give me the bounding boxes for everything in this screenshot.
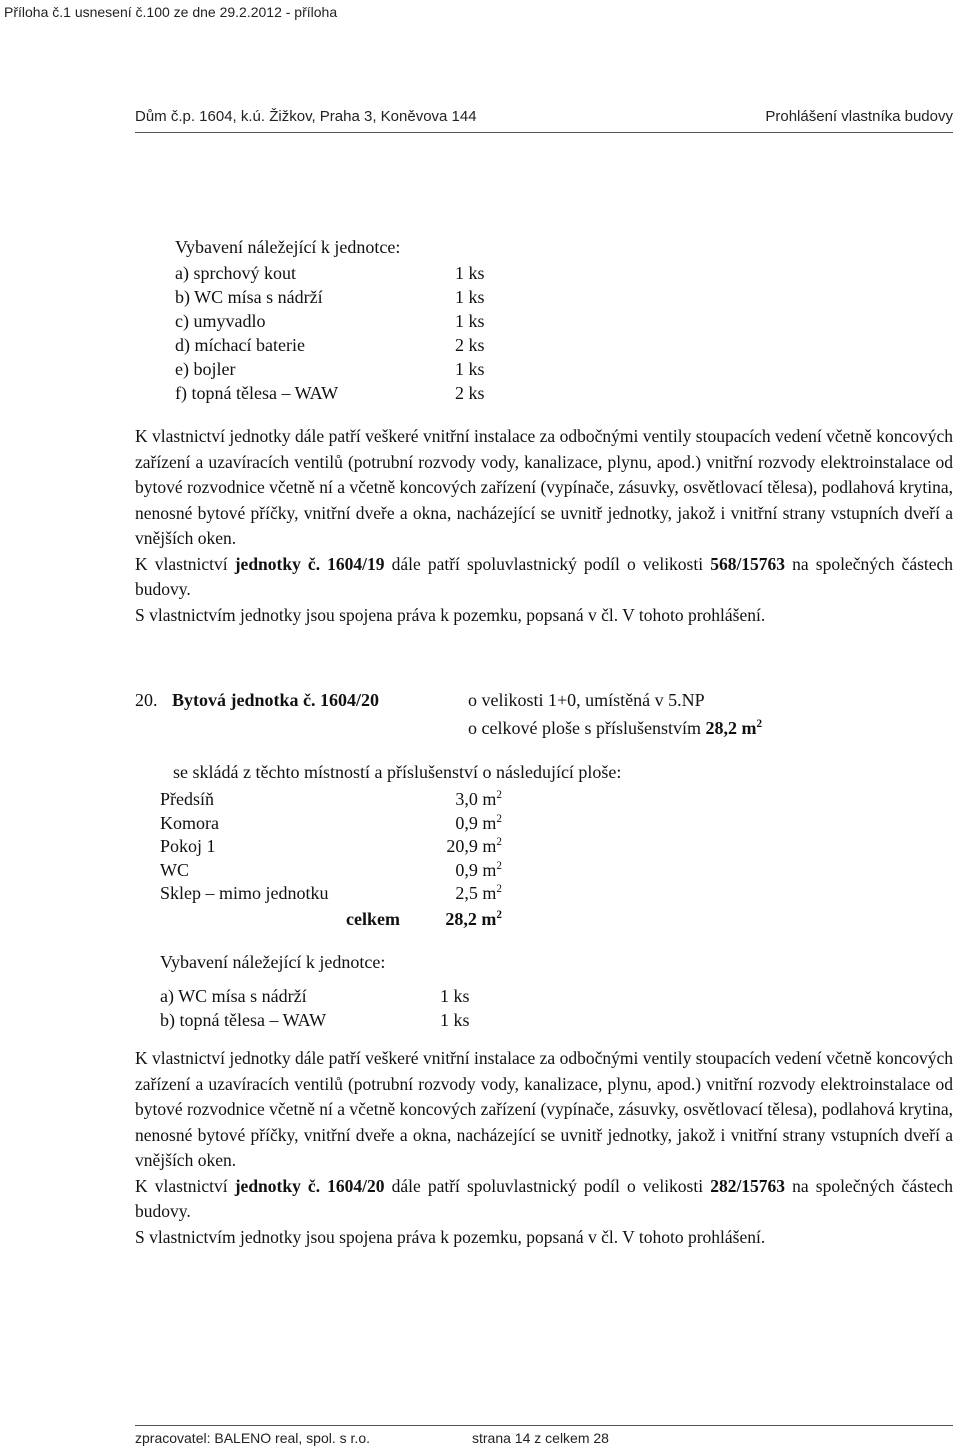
unit19-equipment (175, 235, 515, 405)
share-paragraph: K vlastnictví jednotky č. 1604/20 dále patří spoluvlastnický podíl o velikosti 282/15763 na společných částech budovy. (135, 1175, 954, 1221)
equipment-row: f) topná tělesa – WAW 2 ks (175, 383, 485, 403)
room-row: WC 0,9 $m^2$ (160, 859, 502, 880)
header-address: Dům č.p. 1604, k.ú. Žižkov, Praha 3, Koněvova 144 (135, 108, 477, 125)
header-doc-title: Prohlášení vlastníka budovy (765, 108, 953, 125)
unit20-title: Bytová jednotka č. 1604/20 (172, 690, 379, 710)
unit20-size: o velikosti 1+0, umístěná v 5.NP (468, 690, 705, 710)
rooms-total-row: celkem 28,2 $m^2$ (346, 908, 502, 929)
header-rule (135, 132, 953, 133)
footer-page-number: strana 14 z celkem 28 (472, 1430, 609, 1446)
attachment-note: Příloha č.1 usnesení č.100 ze dne 29.2.2012 - příloha (4, 4, 338, 20)
room-row: Komora 0,9 $m^2$ (160, 812, 502, 833)
equipment-row: d) míchací baterie 2 ks (175, 335, 485, 355)
unit19-ownership (135, 424, 953, 628)
equipment-row: e) bojler 1 ks (175, 359, 485, 379)
equipment-row: c) umyvadlo 1 ks (175, 311, 485, 331)
ownership-paragraph: K vlastnictví jednotky dále patří veškeré vnitřní instalace za odbočnými ventily stoupacích vedení včetně koncových zařízení a uzavíracích ventilů (potrubní rozvody vody, kanalizace, plynu, apod.) vnitřní rozvody elektroinstalace od bytové rozvodnice včetně ní a včetně koncových zařízení (vypínače, zásuvky, osvětlovací tělesa), podlahová krytina, nenosné bytové příčky, vnitřní dveře a okna, nacházející se uvnitř jednotky, jakož i vnitřní strany vstupních dveří a vnějších oken. (135, 426, 953, 548)
share-paragraph: K vlastnictví jednotky č. 1604/19 dále patří spoluvlastnický podíl o velikosti 568/15763 na společných částech budovy. (135, 553, 954, 599)
room-row: Pokoj 1 20,9 $m^2$ (160, 836, 502, 856)
footer-rule (135, 1425, 953, 1426)
equipment-row: a) sprchový kout 1 ks (175, 263, 485, 283)
unit20-number: 20. (135, 690, 158, 710)
unit20-ownership (135, 1046, 953, 1250)
unit20-equipment (160, 950, 500, 1032)
equipment-heading: Vybavení náležející k jednotce: (160, 952, 386, 972)
equipment-row: b) topná tělesa – WAW 1 ks (160, 1010, 470, 1030)
unit20-area: o celkové ploše s příslušenstvím 28,2 $m^2$ (468, 718, 763, 738)
equipment-row: a) WC mísa s nádrží 1 ks (160, 986, 470, 1006)
room-row: Sklep – mimo jednotku 2,5 $m^2$ (160, 883, 502, 903)
room-row: Předsíň 3,0 $m^2$ (160, 789, 502, 809)
equipment-row: b) WC mísa s nádrží 1 ks (175, 287, 485, 307)
ownership-paragraph: K vlastnictví jednotky dále patří veškeré vnitřní instalace za odbočnými ventily stoupacích vedení včetně koncových zařízení a uzavíracích ventilů (potrubní rozvody vody, kanalizace, plynu, apod.) vnitřní rozvody elektroinstalace od bytové rozvodnice včetně ní a včetně koncových zařízení (vypínače, zásuvky, osvětlovací tělesa), podlahová krytina, nenosné bytové příčky, vnitřní dveře a okna, nacházející se uvnitř jednotky, jakož i vnitřní strany vstupních dveří a vnějších oken. (135, 1048, 953, 1170)
rooms-heading: se skládá z těchto místností a příslušenství o následující ploše: (173, 762, 622, 782)
land-paragraph: S vlastnictvím jednotky jsou spojena práva k pozemku, popsaná v čl. V tohoto prohlášení. (135, 1226, 766, 1247)
land-paragraph: S vlastnictvím jednotky jsou spojena práva k pozemku, popsaná v čl. V tohoto prohlášení. (135, 604, 766, 625)
equipment-heading: Vybavení náležející k jednotce: (175, 237, 401, 257)
footer-processor: zpracovatel: BALENO real, spol. s r.o. (135, 1430, 370, 1446)
unit20-rooms (160, 788, 502, 936)
